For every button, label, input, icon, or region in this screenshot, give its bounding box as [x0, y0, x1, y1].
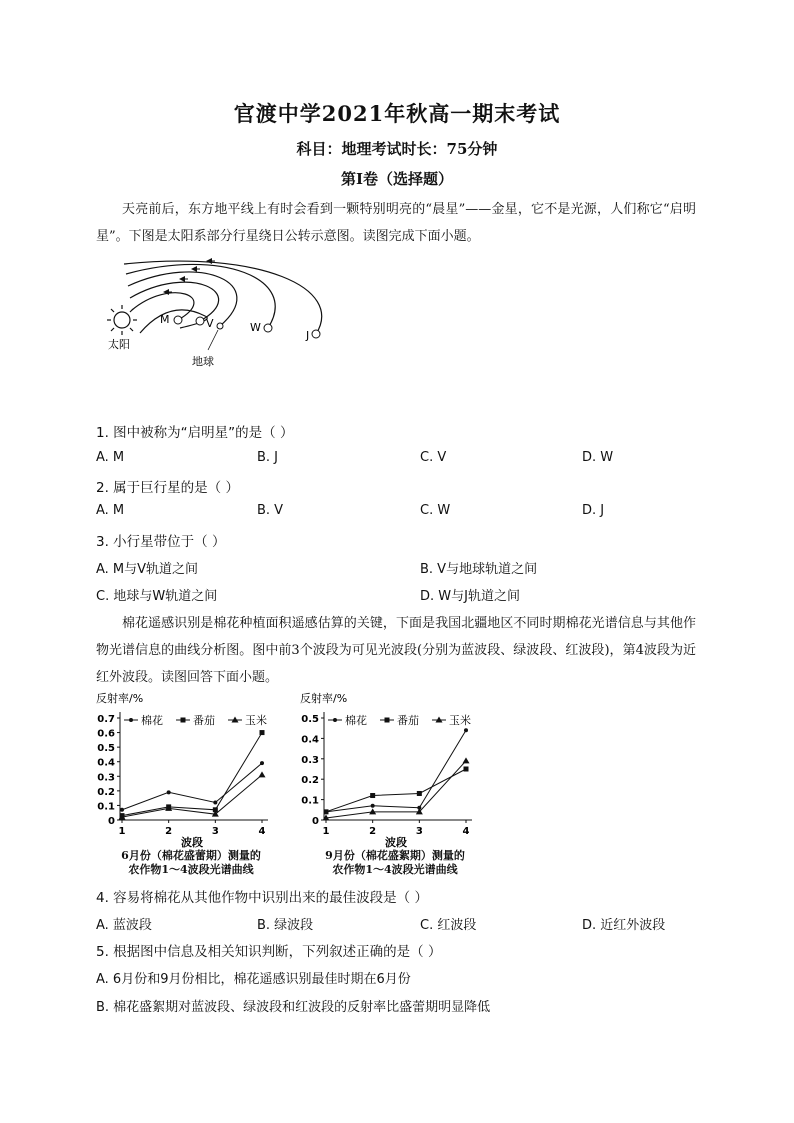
planet-m: [174, 316, 182, 324]
q4-option-d[interactable]: D. 近红外波段: [582, 918, 666, 933]
earth-pointer: [208, 330, 218, 350]
y-tick-label: 0: [108, 816, 115, 827]
data-point-番茄: [464, 767, 469, 772]
question-5: 5. 根据图中信息及相关知识判断，下列叙述正确的是（ ）: [96, 944, 442, 960]
y-tick-label: 0.1: [97, 801, 115, 813]
question-3: 3. 小行星带位于（ ）: [96, 534, 226, 550]
spectral-chart-june: [96, 690, 286, 849]
data-point-棉花: [213, 801, 217, 805]
question-4: 4. 容易将棉花从其他作物中识别出来的最佳波段是（ ）: [96, 890, 428, 906]
y-tick-label: 0.5: [97, 743, 115, 755]
legend-label: 玉米: [245, 714, 267, 727]
y-axis-label: 反射率/%: [96, 692, 144, 705]
q2-option-d[interactable]: D. J: [582, 503, 605, 518]
q3-option-a[interactable]: A. M与V轨道之间: [96, 562, 199, 577]
sun-label: 太阳: [108, 338, 130, 351]
series-line-棉花: [122, 763, 262, 810]
y-tick-label: 0: [312, 816, 319, 827]
x-tick-label: 3: [211, 826, 219, 837]
q2-option-c[interactable]: C. W: [420, 503, 451, 518]
data-point-棉花: [260, 761, 264, 765]
x-axis-label: 波段: [181, 836, 203, 849]
series-line-棉花: [326, 730, 466, 812]
q1-option-b[interactable]: B. J: [257, 450, 279, 465]
q4-option-b[interactable]: B. 绿波段: [257, 918, 314, 933]
intro-paragraph-1: 天亮前后，东方地平线上有时会看到一颗特别明亮的“晨星”——金星，它不是光源，人们称它“启明星”。下图是太阳系部分行星绕日公转示意图。读图完成下面小题。: [96, 202, 696, 244]
x-axis-label: 波段: [385, 836, 407, 849]
planet-w: [264, 324, 272, 332]
x-tick-label: 4: [462, 826, 470, 837]
chart-june-caption-line1: 6月份（棉花盛蕾期）测量的: [121, 849, 261, 862]
q3-option-b[interactable]: B. V与地球轨道之间: [420, 562, 538, 577]
y-tick-label: 0.3: [97, 772, 115, 784]
y-tick-label: 0.2: [97, 786, 115, 798]
y-tick-label: 0.3: [301, 754, 319, 766]
data-point-玉米: [463, 757, 470, 763]
intro-paragraph-2: 棉花遥感识别是棉花种植面积遥感估算的关键，下面是我国北疆地区不同时期棉花光谱信息与其他作物光谱信息的曲线分析图。图中前3个波段为可见光波段(分别为蓝波段、绿波段、红波段)，第4波段为近红外波段。读图回答下面小题。: [96, 616, 696, 685]
legend-label: 棉花: [141, 714, 163, 727]
data-point-番茄: [370, 793, 375, 798]
data-point-番茄: [324, 809, 329, 814]
legend-marker: [333, 718, 337, 722]
series-line-番茄: [326, 769, 466, 812]
data-point-番茄: [260, 730, 265, 735]
y-tick-label: 0.4: [301, 734, 319, 746]
data-point-棉花: [120, 808, 124, 812]
x-tick-label: 1: [322, 826, 330, 837]
data-point-玉米: [369, 808, 376, 814]
planet-w-label: W: [250, 321, 261, 334]
planet-v: [196, 317, 204, 325]
series-line-番茄: [122, 733, 262, 816]
legend-label: 番茄: [397, 714, 419, 727]
planet-j: [312, 330, 320, 338]
y-axis-label: 反射率/%: [300, 692, 348, 705]
legend-marker: [181, 718, 186, 723]
legend-label: 玉米: [449, 714, 471, 727]
x-tick-label: 2: [165, 826, 173, 837]
data-point-番茄: [417, 791, 422, 796]
spectral-chart-september: [300, 690, 490, 849]
legend-label: 棉花: [345, 714, 367, 727]
section-heading: 第Ⅰ卷（选择题）: [340, 170, 454, 188]
question-1: 1. 图中被称为“启明星”的是（ ）: [96, 425, 294, 441]
x-tick-label: 3: [415, 826, 423, 837]
question-2: 2. 属于巨行星的是（ ）: [96, 480, 239, 496]
planet-v-label: V: [206, 317, 214, 330]
q5-option-b[interactable]: B. 棉花盛絮期对蓝波段、绿波段和红波段的反射率比盛蕾期明显降低: [96, 1000, 491, 1015]
sun-icon: [107, 305, 137, 335]
q4-option-a[interactable]: A. 蓝波段: [96, 918, 152, 933]
q2-option-a[interactable]: A. M: [96, 503, 125, 518]
exam-title: 官渡中学2021年秋高一期末考试: [233, 101, 561, 126]
data-point-玉米: [259, 771, 266, 777]
y-tick-label: 0.6: [97, 728, 115, 740]
earth-label: 地球: [192, 355, 214, 368]
q5-option-a[interactable]: A. 6月份和9月份相比，棉花遥感识别最佳时期在6月份: [96, 972, 411, 987]
y-tick-label: 0.4: [97, 757, 115, 769]
y-tick-label: 0.1: [301, 795, 319, 807]
legend-marker: [385, 718, 390, 723]
x-tick-label: 4: [258, 826, 266, 837]
data-point-棉花: [464, 728, 468, 732]
data-point-棉花: [167, 790, 171, 794]
exam-subtitle: 科目：地理考试时长：75分钟: [296, 140, 498, 158]
x-tick-label: 2: [369, 826, 377, 837]
planet-earth: [217, 323, 223, 329]
legend-label: 番茄: [193, 714, 215, 727]
data-point-棉花: [371, 804, 375, 808]
q2-option-b[interactable]: B. V: [257, 503, 284, 518]
y-tick-label: 0.7: [97, 714, 115, 725]
q4-option-c[interactable]: C. 红波段: [420, 918, 477, 933]
chart-june-caption-line2: 农作物1～4波段光谱曲线: [128, 863, 254, 876]
q1-option-c[interactable]: C. V: [420, 450, 447, 465]
x-tick-label: 1: [118, 826, 126, 837]
orbit-diagram: [100, 258, 340, 408]
q3-option-d[interactable]: D. W与J轨道之间: [420, 589, 520, 604]
chart-sept-caption-line2: 农作物1～4波段光谱曲线: [332, 863, 458, 876]
q1-option-d[interactable]: D. W: [582, 450, 614, 465]
planet-j-label: J: [306, 329, 310, 342]
q1-option-a[interactable]: A. M: [96, 450, 125, 465]
chart-june-caption: [96, 849, 286, 877]
q3-option-c[interactable]: C. 地球与W轨道之间: [96, 589, 218, 604]
planet-m-label: M: [160, 313, 170, 326]
chart-sept-caption-line1: 9月份（棉花盛絮期）测量的: [325, 849, 465, 862]
y-tick-label: 0.2: [301, 775, 319, 787]
y-tick-label: 0.5: [301, 714, 319, 725]
legend-marker: [129, 718, 133, 722]
chart-sept-caption: [300, 849, 490, 877]
